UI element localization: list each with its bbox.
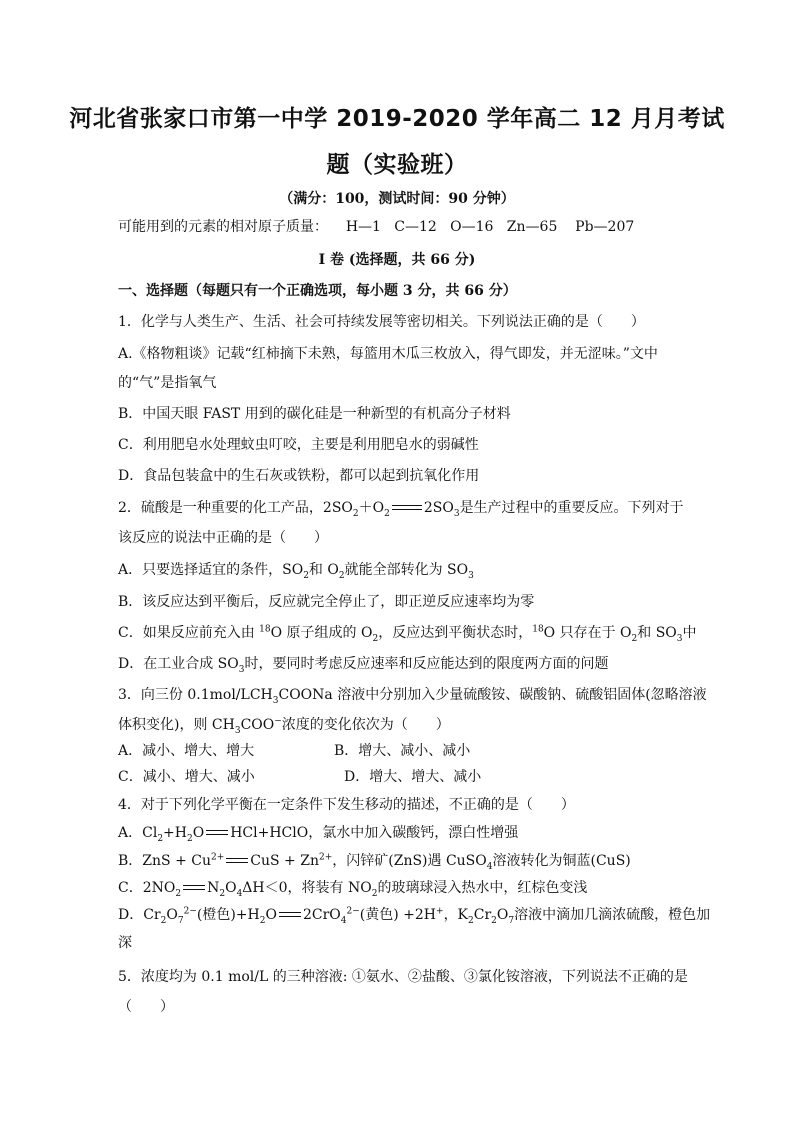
q4-option-d-line2: 深 xyxy=(118,935,132,951)
q3-option-b: B．增大、减小、减小 xyxy=(334,743,471,759)
equilibrium-arrow-icon xyxy=(181,884,207,892)
q3-option-c: C．减小、增大、减小 xyxy=(118,769,255,785)
q1-option-d: D．食品包装盒中的生石灰或铁粉，都可以起到抗氧化作用 xyxy=(118,468,480,484)
equilibrium-arrow-icon xyxy=(277,911,303,919)
q1-option-b: B．中国天眼 FAST 用到的碳化硅是一种新型的有机高分子材料 xyxy=(118,406,511,422)
q2-option-b: B．该反应达到平衡后，反应就完全停止了，即正逆反应速率均为零 xyxy=(118,594,535,610)
score-time: （满分：100，测试时间：90 分钟） xyxy=(279,191,515,207)
q3-stem: 3．向三份 $0.1mol/LCH_3COONa$ 溶液中分别加入少量硫酸铵、碳酸钠、硫酸铝固体(忽略溶液 xyxy=(118,687,707,706)
equilibrium-arrow-icon xyxy=(390,504,424,512)
title-line-2: 题（实验班） xyxy=(326,152,468,178)
q5-stem: 5．浓度均为 0.1 mol/L 的三种溶液: ①氨水、②盐酸、③氯化铵溶液，下列说法不正确的是 xyxy=(118,969,688,985)
q3-stem-line2: 体积变化)，则 $CH_3COO^-$浓度的变化依次为（ ） xyxy=(118,716,450,736)
atomic-masses-values: H—1 C—12 O—16 Zn—65 Pb—207 xyxy=(345,219,635,235)
q4-option-b: B．ZnS + $Cu^{2+}$ CuS + $Zn^{2+}$，闪锌矿(ZnS)遇 CuSO$_4$溶液转化为铜蓝(CuS) xyxy=(118,852,631,872)
q2-option-c: C．如果反应前充入由 $^{18}$O 原子组成的 $O_2$，反应达到平衡状态时，$^{18}$O 只存在于 $O_2$和 $SO_3$中 xyxy=(118,624,697,644)
q2-option-d: D．在工业合成 $SO_3$时，要同时考虑反应速率和反应能达到的限度两方面的问题 xyxy=(118,656,609,675)
title-line-1: 河北省张家口市第一中学 2019-2020 学年高二 12 月月考试 xyxy=(69,106,725,132)
q5-stem-line2: （ ） xyxy=(118,999,174,1015)
q1-option-c: C．利用肥皂水处理蚊虫叮咬，主要是利用肥皂水的弱碱性 xyxy=(118,437,479,453)
q3-option-d: D．增大、增大、减小 xyxy=(344,769,482,785)
q2-option-a: A．只要选择适宜的条件，$SO_2$和 $O_2$就能全部转化为 $SO_3$ xyxy=(118,562,474,581)
q3-options-row1 xyxy=(118,742,688,760)
equilibrium-arrow-icon xyxy=(224,857,250,865)
q3-option-a: A．减小、增大、增大 xyxy=(118,743,255,759)
q1-stem: 1．化学与人类生产、生活、社会可持续发展等密切相关。下列说法正确的是（ ） xyxy=(118,314,645,330)
q2-stem: 2．硫酸是一种重要的化工产品，$2SO_2+O_2$ $2SO_3$是生产过程中的重要反应。下列对于 xyxy=(118,500,684,519)
q4-stem: 4．对于下列化学平衡在一定条件下发生移动的描述，不正确的是（ ） xyxy=(118,797,575,813)
q2-stem-line2: 该反应的说法中正确的是（ ） xyxy=(118,530,328,546)
q1-option-a-line1: A.《格物粗谈》记载“红柿摘下未熟，每篮用木瓜三枚放入，得气即发，并无涩味。”文中 xyxy=(118,346,658,362)
volume-heading: I 卷 (选择题，共 66 分) xyxy=(318,252,476,268)
equilibrium-arrow-icon xyxy=(204,829,230,837)
atomic-masses-label: 可能用到的元素的相对原子质量： xyxy=(118,219,328,235)
q3-options-row2 xyxy=(118,768,688,786)
q4-option-a: A．$Cl_2+H_2O$ HCl+HClO，氯水中加入碳酸钙，漂白性增强 xyxy=(118,825,519,844)
section-heading: 一、选择题（每题只有一个正确选项，每小题 3 分，共 66 分） xyxy=(118,283,517,299)
q1-option-a-line2: 的“气”是指氧气 xyxy=(118,375,217,391)
q4-option-d: D．$Cr_2O_7^{2-}$(橙色)$+H_2O$ 2CrO$_4^{2-}$(黄色) +2H+，$K_2Cr_2O_7$溶液中滴加几滴浓硫酸，橙色加 xyxy=(118,906,711,926)
q4-option-c: C．$2NO_2$ $N_2O_4\Delta H<0$，将装有 $NO_2$的玻璃球浸入热水中，红棕色变浅 xyxy=(118,880,588,899)
atomic-masses xyxy=(118,218,688,236)
